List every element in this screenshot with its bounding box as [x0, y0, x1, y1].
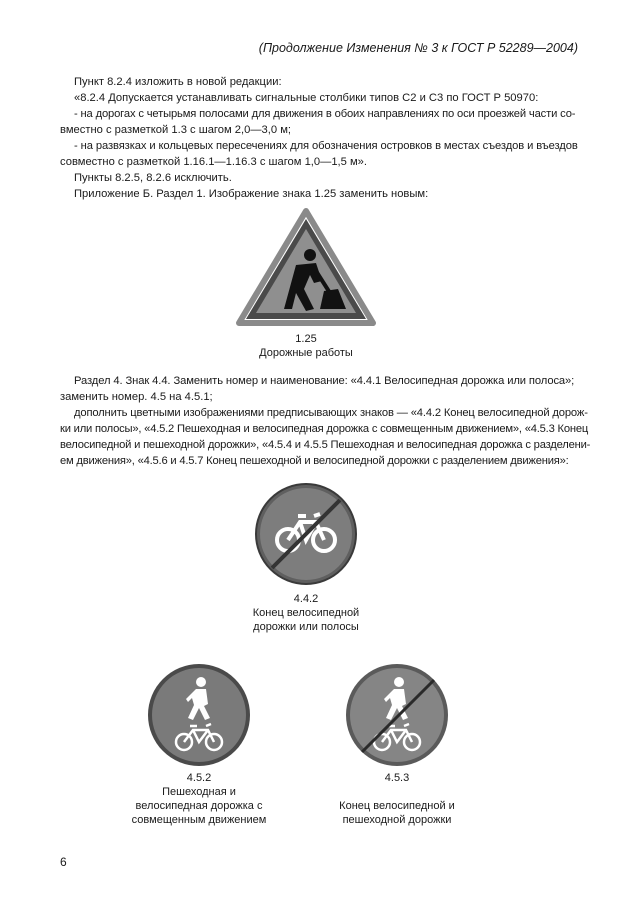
- sign-name-line: велосипедная дорожка с: [135, 800, 263, 812]
- sign-452-caption: [119, 771, 279, 827]
- sign-name: Дорожные работы: [259, 347, 353, 359]
- paragraph-line: заменить номер. 4.5 на 4.5.1;: [60, 391, 213, 403]
- sign-number: 4.5.3: [384, 772, 410, 784]
- pedestrian-bicycle-path-sign: [146, 662, 252, 768]
- page-number: 6: [60, 855, 67, 869]
- sign-name-line: Конец велосипедной и: [339, 800, 455, 812]
- worker-icon: [304, 249, 316, 261]
- paragraph-line: Раздел 4. Знак 4.4. Заменить номер и наименование: «4.4.1 Велосипедная дорожка или полоса»;: [74, 375, 575, 387]
- paragraph-line: - на дорогах с четырьмя полосами для движения в обоих направлениях по оси проезжей части со-: [74, 108, 576, 120]
- sign-number: 4.5.2: [186, 772, 212, 784]
- sign-453-caption: [317, 771, 477, 827]
- paragraph-line: ем движения», «4.5.6 и 4.5.7 Конец пешеходной и велосипедной дорожки с разделением движения»:: [60, 455, 569, 467]
- sign-125-caption: [236, 332, 376, 360]
- sign-name-line: Конец велосипедной: [252, 607, 360, 619]
- paragraph-line: Пункт 8.2.4 изложить в новой редакции:: [74, 76, 282, 88]
- sign-name-line: совмещенным движением: [131, 814, 267, 826]
- paragraph-line: - на развязках и кольцевых пересечениях для обозначения островков в местах съездов и въездов: [74, 140, 578, 152]
- paragraph-line: «8.2.4 Допускается устанавливать сигнальные столбики типов С2 и С3 по ГОСТ Р 50970:: [74, 92, 539, 104]
- sign-number: 4.4.2: [293, 593, 319, 605]
- sign-442-caption: [226, 592, 386, 634]
- paragraph-line: вместно с разметкой 1.3 с шагом 2,0—3,0 м;: [60, 124, 291, 136]
- end-of-bicycle-path-sign: [254, 482, 358, 586]
- running-header: (Продолжение Изменения № 3 к ГОСТ Р 52289—2004): [258, 41, 578, 55]
- paragraph-line: Пункты 8.2.5, 8.2.6 исключить.: [74, 172, 232, 184]
- paragraph-line: совместно с разметкой 1.16.1—1.16.3 с шагом 1,0—1,5 м».: [60, 156, 367, 168]
- sign-name-line: пешеходной дорожки: [342, 814, 452, 826]
- paragraph-line: велосипедной и пешеходной дорожки», «4.5.4 и 4.5.5 Пешеходная и велосипедная дорожка с разделени-: [60, 439, 591, 451]
- paragraph-line: Приложение Б. Раздел 1. Изображение знака 1.25 заменить новым:: [74, 188, 429, 200]
- paragraph-line: дополнить цветными изображениями предписывающих знаков — «4.4.2 Конец велосипедной дорож-: [74, 407, 588, 419]
- end-of-bicycle-pedestrian-path-sign: [344, 662, 450, 768]
- road-works-sign: [234, 205, 378, 329]
- sign-name-line: Пешеходная и: [162, 786, 236, 798]
- paragraph-line: ки или полосы», «4.5.2 Пешеходная и велосипедная дорожка с совмещенным движением», «4.5.3 Конец: [60, 423, 589, 435]
- sign-number: 1.25: [295, 333, 317, 345]
- sign-name-line: дорожки или полосы: [253, 621, 359, 633]
